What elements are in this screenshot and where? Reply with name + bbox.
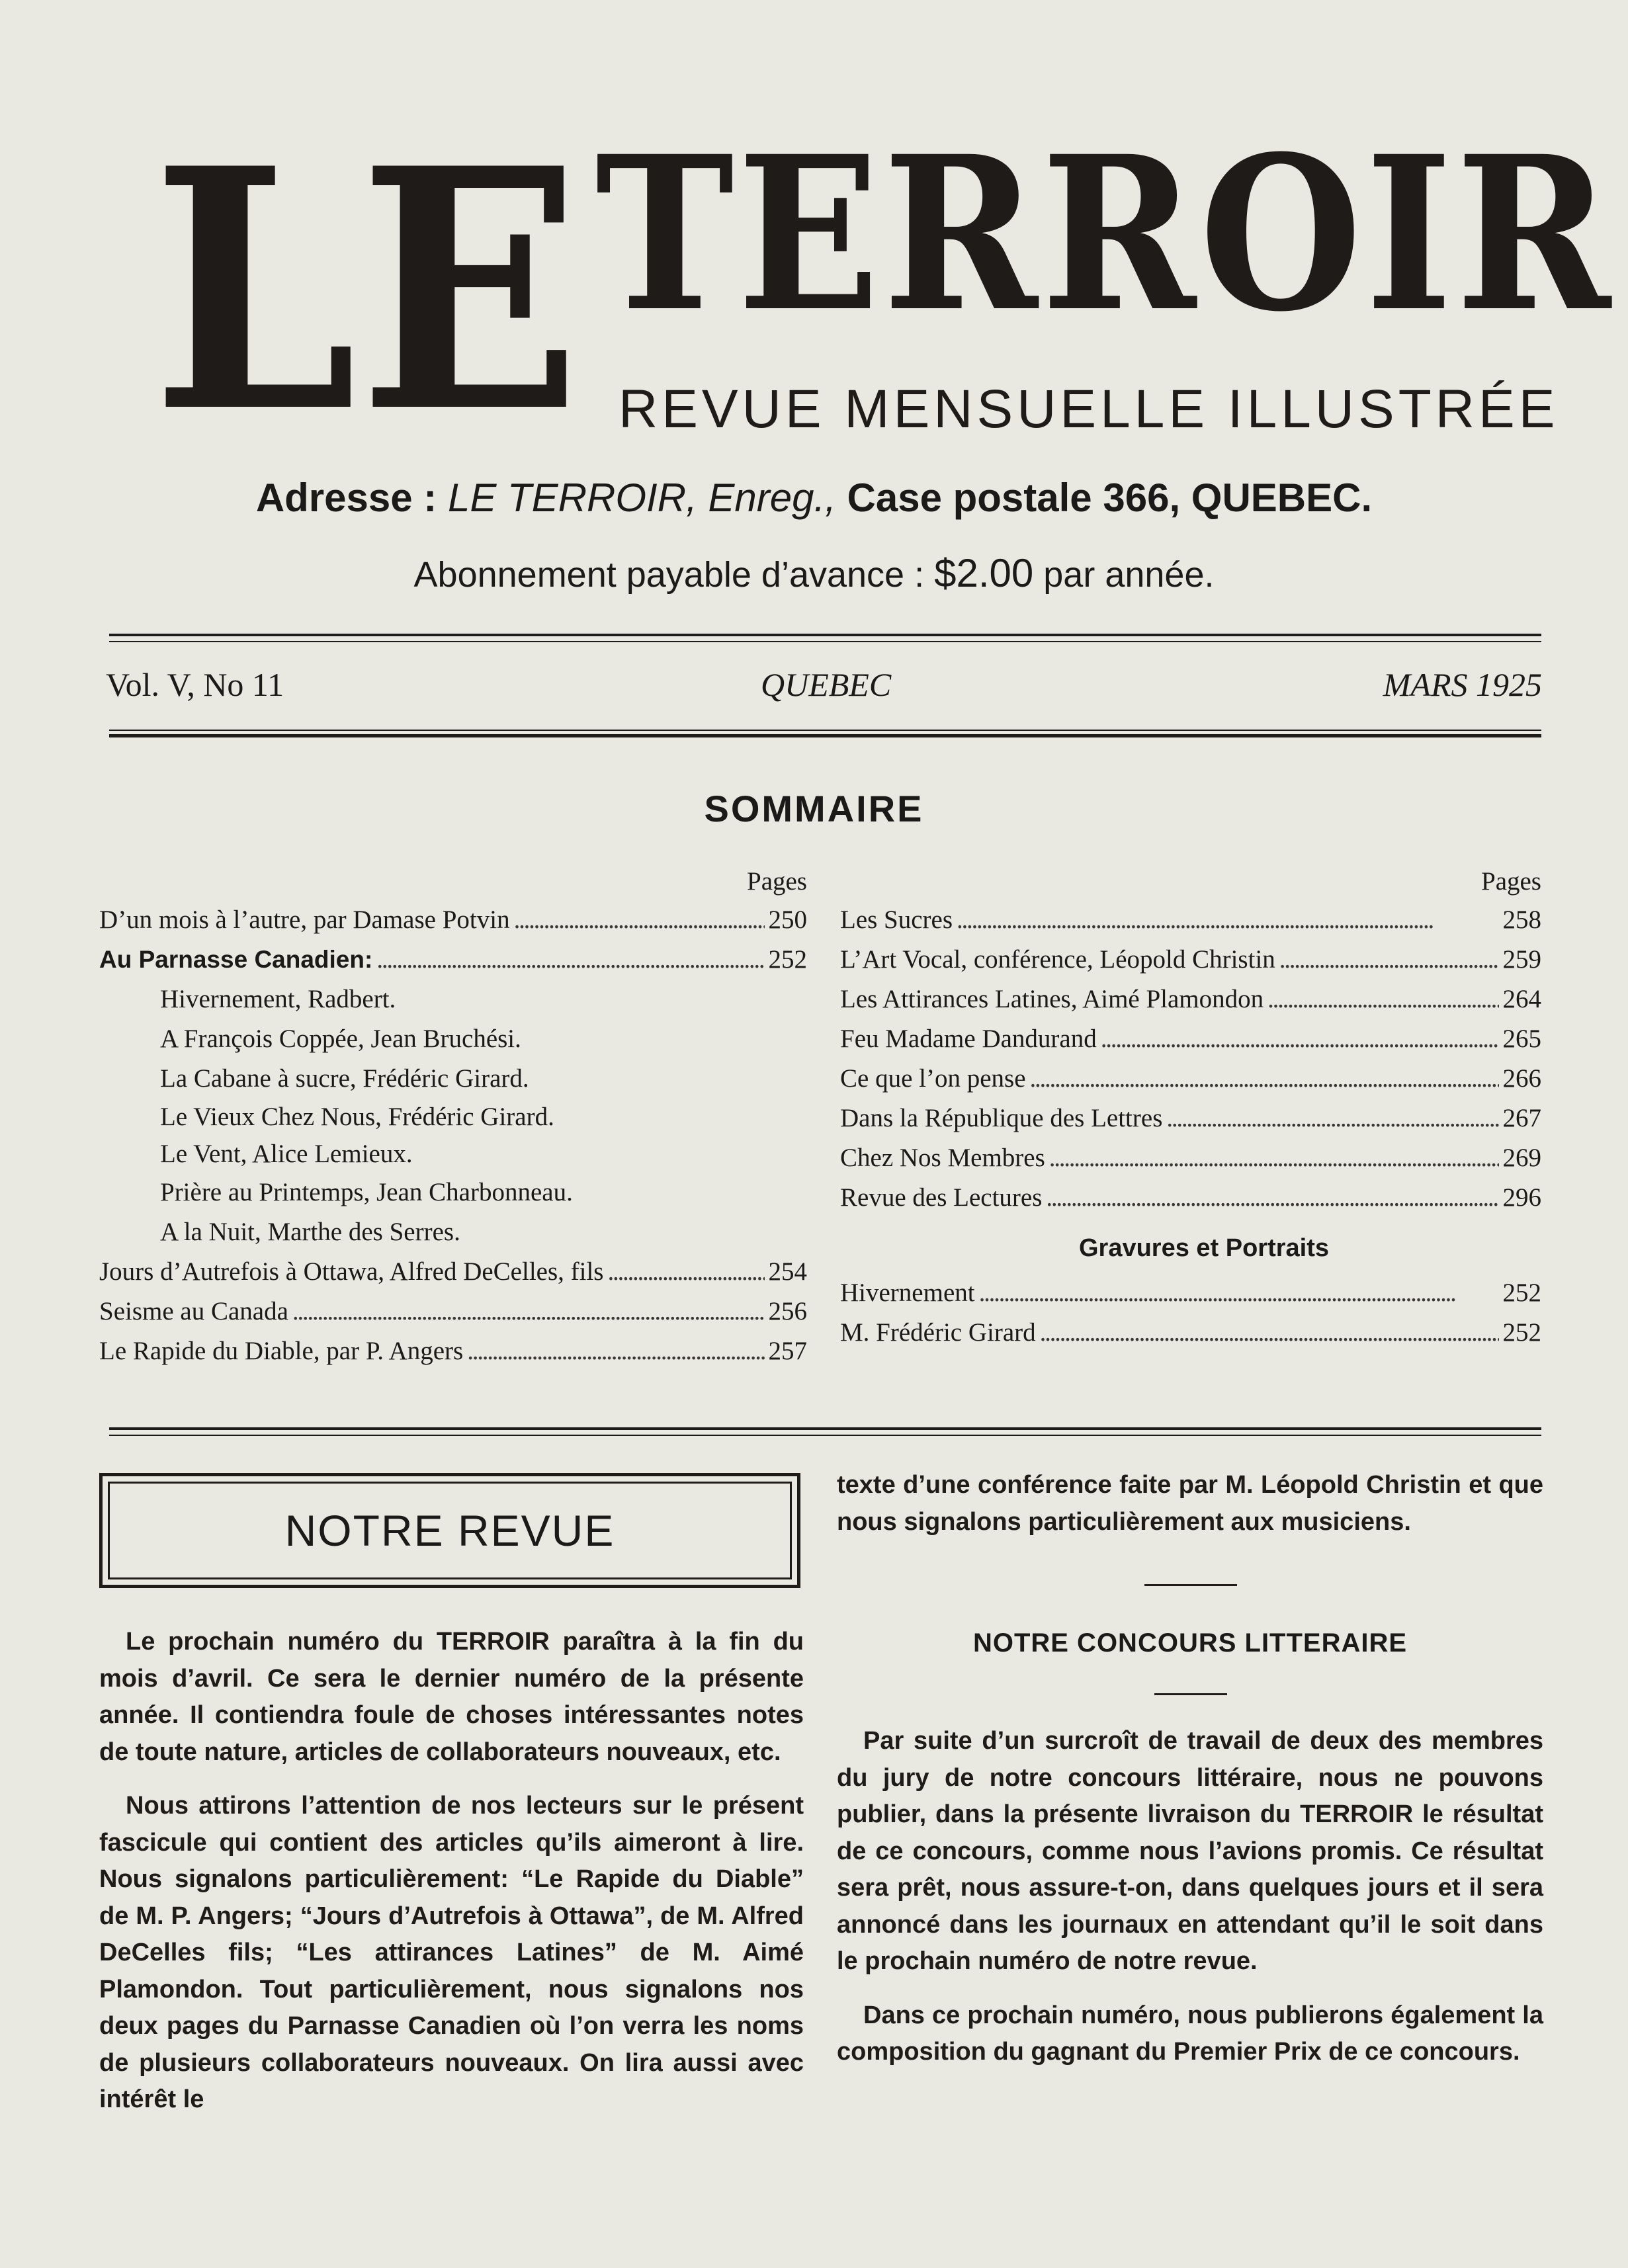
toc-subentry: Le Vieux Chez Nous, Frédéric Girard. [160, 1103, 554, 1131]
notre-revue-body [99, 1624, 804, 2136]
masthead-title-terroir: TERROIR [595, 110, 1615, 358]
address-name: LE TERROIR, [447, 476, 697, 520]
toc-entry-page: 250 [768, 905, 807, 934]
notre-revue-continuation [837, 1467, 1543, 1558]
toc-entry[interactable] [840, 1019, 1541, 1059]
toc-entry-page: 269 [1502, 1144, 1541, 1172]
toc-entry-page: 264 [1502, 985, 1541, 1013]
notre-revue-title: NOTRE REVUE [284, 1506, 615, 1555]
toc-entry-title: Seisme au Canada [99, 1297, 288, 1325]
issue-city: QUEBEC [761, 666, 892, 703]
toc-entry[interactable] [840, 1313, 1541, 1353]
toc-entry-title: Hivernement [840, 1279, 975, 1307]
toc-leader [1267, 980, 1498, 1019]
toc-leader [376, 940, 764, 980]
toc-entry-page: 266 [1502, 1064, 1541, 1093]
toc-leader [1101, 1019, 1499, 1059]
toc-leader [1166, 1099, 1498, 1138]
toc-entry[interactable] [99, 900, 807, 940]
toc-entry-title: Le Rapide du Diable, par P. Angers [99, 1337, 464, 1365]
toc-leader [1040, 1313, 1499, 1353]
toc-entry-page: 296 [1502, 1183, 1541, 1212]
subscription-line [0, 550, 1628, 596]
toc-leader [1046, 1178, 1498, 1218]
toc-entry-page: 267 [1502, 1104, 1541, 1132]
toc-entry-page: 259 [1502, 945, 1541, 974]
toc-entry[interactable] [840, 1138, 1541, 1178]
toc-entry-page: 252 [1502, 1279, 1541, 1307]
notre-revue-paragraph: texte d’une conférence faite par M. Léopold Christin et que nous signalons particulièrement aux musiciens. [837, 1471, 1543, 1536]
toc-subentry: A la Nuit, Marthe des Serres. [160, 1218, 460, 1246]
rule-bottom-1 [109, 1427, 1541, 1430]
toc-entry-page: 257 [768, 1337, 807, 1365]
toc-entry-title: Ce que l’on pense [840, 1064, 1026, 1093]
toc-entry-title: D’un mois à l’autre, par Damase Potvin [99, 905, 510, 934]
separator-rule [1154, 1693, 1227, 1695]
toc-leader [957, 900, 1498, 940]
toc-entry-title: Au Parnasse Canadien: [99, 946, 373, 973]
sommaire-title: SOMMAIRE [704, 788, 924, 829]
rule-mid-1 [109, 730, 1541, 731]
issue-date: MARS 1925 [1383, 666, 1542, 703]
toc-entry[interactable] [840, 1273, 1541, 1313]
toc-entry-page: 252 [768, 945, 807, 974]
address-line [0, 475, 1628, 521]
toc-subentry: La Cabane à sucre, Frédéric Girard. [160, 1064, 529, 1093]
toc-entry[interactable] [840, 1059, 1541, 1099]
toc-leader [514, 900, 765, 940]
toc-entry-page: 254 [768, 1257, 807, 1286]
notre-revue-inner-frame [108, 1482, 792, 1579]
subscription-unit: par année. [1043, 555, 1215, 595]
rule-top-1 [109, 634, 1541, 636]
notre-revue-frame [99, 1473, 800, 1588]
toc-entry-title: Dans la République des Lettres [840, 1104, 1163, 1132]
toc-entry[interactable] [99, 1331, 807, 1371]
separator-rule [1144, 1584, 1237, 1586]
notre-revue-paragraph: Nous attirons l’attention de nos lecteurs sur le présent fascicule qui contient des articles qu’ils aimeront à lire. Nous signalons particulièrement: “Le Rapide du Diable” de M. P. Angers; “Jours d’Autrefois à Ottawa”, de M. Alfred DeCelles fils; “Les attirances Latines” de M. Aimé Plamondon. Tout particulièrement, nous signalons nos deux pages du Parnasse Canadien où l’on verra les noms de plusieurs collaborateurs nouveaux. On lira aussi avec intérêt le [99, 1792, 804, 2113]
notre-revue-paragraph: Le prochain numéro du TERROIR paraîtra à la fin du mois d’avril. Ce sera le dernier numéro de la présente année. Il contiendra foule de choses intéressantes notes de toute nature, articles de collaborateurs nouveaux, etc. [99, 1628, 804, 1766]
subscription-price: $2.00 [934, 551, 1034, 595]
toc-entry[interactable] [99, 1252, 807, 1292]
address-enreg: Enreg., [708, 476, 836, 520]
toc-entry-title: Revue des Lectures [840, 1183, 1043, 1212]
toc-leader [607, 1252, 764, 1292]
toc-entry[interactable] [840, 940, 1541, 980]
toc-right-column [840, 863, 1541, 1353]
toc-entry[interactable] [99, 940, 807, 980]
masthead-subtitle: REVUE MENSUELLE ILLUSTRÉE [619, 379, 1559, 439]
rule-mid-2 [109, 734, 1541, 737]
toc-entry-page: 258 [1502, 905, 1541, 934]
concours-body [837, 1723, 1543, 2088]
issue-volume: Vol. V, No 11 [106, 666, 284, 703]
toc-subentry: A François Coppée, Jean Bruchési. [160, 1025, 521, 1053]
toc-entry-title: M. Frédéric Girard [840, 1318, 1036, 1347]
toc-leader [1030, 1059, 1499, 1099]
gravures-title: Gravures et Portraits [1078, 1234, 1330, 1262]
toc-entry[interactable] [840, 1178, 1541, 1218]
rule-top-2 [109, 641, 1541, 642]
toc-entry[interactable] [840, 900, 1541, 940]
toc-leader [292, 1292, 765, 1331]
concours-paragraph: Dans ce prochain numéro, nous publierons également la composition du gagnant du Premier Prix de ce concours. [837, 2001, 1543, 2066]
concours-paragraph: Par suite d’un surcroît de travail de deux des membres du jury de notre concours littéraire, nous ne pouvons publier, dans la présente livraison du TERROIR le résultat de ce concours, comme nous l’avions promis. Ce résultat sera prêt, nous assure-t-on, dans quelques jours et il sera annoncé dans les journaux en attendant qu’il le soit dans le prochain numéro de notre revue. [837, 1727, 1543, 1975]
toc-entry-title: Les Sucres [840, 905, 953, 934]
toc-entry-title: Jours d’Autrefois à Ottawa, Alfred DeCelles, fils [99, 1257, 604, 1286]
toc-entry[interactable] [99, 1292, 807, 1331]
toc-subentry: Hivernement, Radbert. [160, 985, 396, 1013]
toc-subentry: Prière au Printemps, Jean Charbonneau. [160, 1178, 573, 1206]
address-rest: Case postale 366, QUEBEC. [847, 476, 1373, 520]
toc-leader [1279, 940, 1499, 980]
toc-entry-title: Les Attirances Latines, Aimé Plamondon [840, 985, 1264, 1013]
toc-left-column [99, 863, 807, 1371]
toc-entry-page: 256 [768, 1297, 807, 1325]
toc-entry-title: L’Art Vocal, conférence, Léopold Christin [840, 945, 1275, 974]
toc-entry-page: 265 [1502, 1025, 1541, 1053]
address-label: Adresse : [255, 476, 437, 520]
toc-entry-title: Chez Nos Membres [840, 1144, 1045, 1172]
pages-label: Pages [1481, 867, 1541, 896]
subscription-text: Abonnement payable d’avance : [413, 555, 925, 595]
masthead-title-le: LE [152, 97, 583, 485]
toc-entry[interactable] [840, 1099, 1541, 1138]
toc-leader [1049, 1138, 1499, 1178]
concours-title: NOTRE CONCOURS LITTERAIRE [972, 1628, 1408, 1658]
toc-entry[interactable] [840, 980, 1541, 1019]
toc-subentry: Le Vent, Alice Lemieux. [160, 1140, 413, 1168]
toc-leader [467, 1331, 764, 1371]
toc-entry-title: Feu Madame Dandurand [840, 1025, 1097, 1053]
toc-leader [979, 1273, 1499, 1313]
rule-bottom-2 [109, 1435, 1541, 1436]
pages-label: Pages [747, 867, 807, 896]
toc-entry-page: 252 [1502, 1318, 1541, 1347]
